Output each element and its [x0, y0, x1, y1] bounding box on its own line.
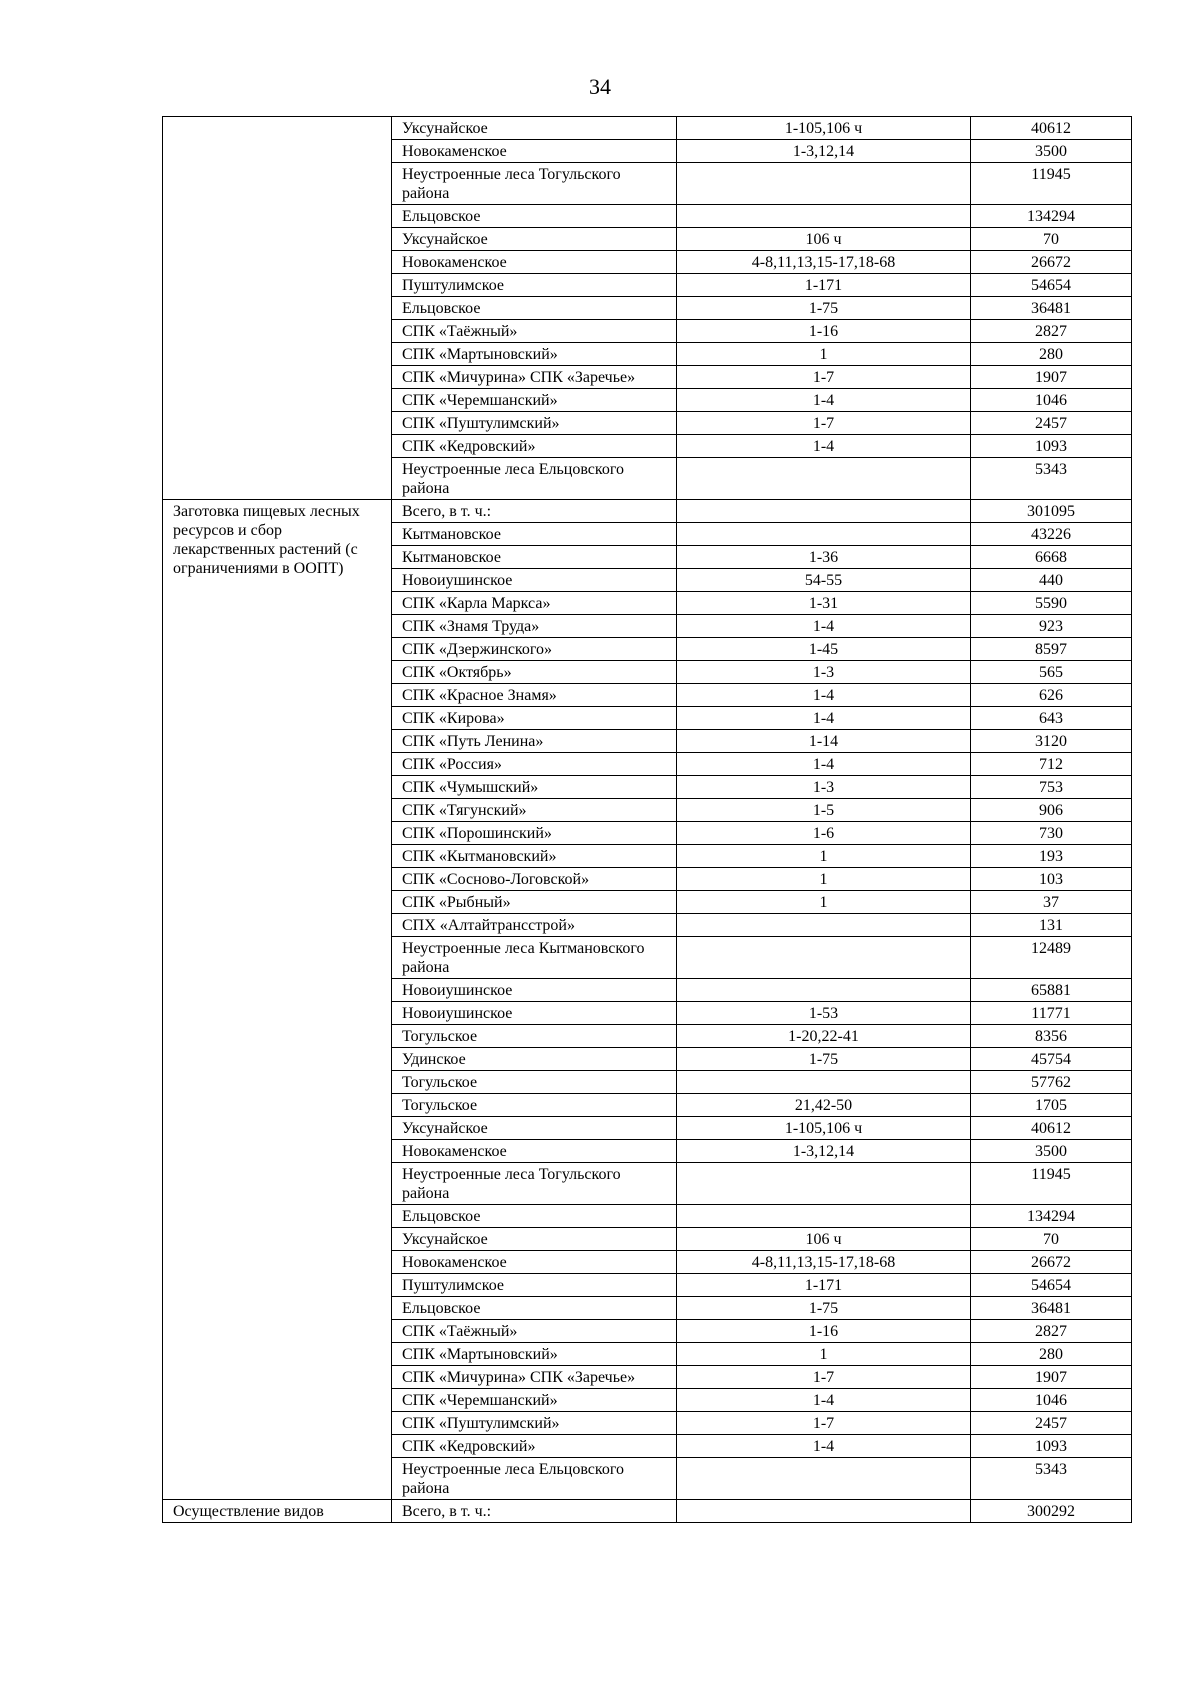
forest-name-cell: Всего, в т. ч.:: [392, 500, 677, 523]
area-cell: 565: [971, 661, 1132, 684]
quarters-cell: 1: [677, 868, 971, 891]
forest-use-table: [162, 116, 1132, 1523]
quarters-cell: 1-7: [677, 1366, 971, 1389]
area-cell: 1093: [971, 435, 1132, 458]
quarters-cell: [677, 458, 971, 500]
forest-name-cell: Удинское: [392, 1048, 677, 1071]
area-cell: 626: [971, 684, 1132, 707]
area-cell: 5343: [971, 1458, 1132, 1500]
area-cell: 1046: [971, 389, 1132, 412]
forest-name-cell: СПК «Таёжный»: [392, 1320, 677, 1343]
forest-name-cell: Новокаменское: [392, 1251, 677, 1274]
quarters-cell: 1: [677, 845, 971, 868]
quarters-cell: 1-3,12,14: [677, 140, 971, 163]
quarters-cell: 21,42-50: [677, 1094, 971, 1117]
quarters-cell: 1-7: [677, 412, 971, 435]
quarters-cell: 1-171: [677, 274, 971, 297]
quarters-cell: 1-14: [677, 730, 971, 753]
area-cell: 3120: [971, 730, 1132, 753]
forest-name-cell: Неустроенные леса Тогульского района: [392, 163, 677, 205]
forest-name-cell: СПК «Тягунский»: [392, 799, 677, 822]
area-cell: 301095: [971, 500, 1132, 523]
forest-name-cell: Пуштулимское: [392, 274, 677, 297]
area-cell: 1907: [971, 366, 1132, 389]
quarters-cell: 1-4: [677, 1435, 971, 1458]
area-cell: 45754: [971, 1048, 1132, 1071]
area-cell: 5343: [971, 458, 1132, 500]
forest-name-cell: СПК «Черемшанский»: [392, 389, 677, 412]
quarters-cell: [677, 205, 971, 228]
forest-name-cell: Ельцовское: [392, 205, 677, 228]
area-cell: 54654: [971, 1274, 1132, 1297]
area-cell: 26672: [971, 1251, 1132, 1274]
activity-cell: Осуществление видов: [163, 1500, 392, 1523]
forest-name-cell: Новокаменское: [392, 251, 677, 274]
area-cell: 26672: [971, 251, 1132, 274]
area-cell: 280: [971, 343, 1132, 366]
forest-name-cell: Уксунайское: [392, 1228, 677, 1251]
quarters-cell: 1-171: [677, 1274, 971, 1297]
forest-name-cell: СПК «Россия»: [392, 753, 677, 776]
forest-name-cell: СПХ «Алтайтрансстрой»: [392, 914, 677, 937]
quarters-cell: 1-4: [677, 435, 971, 458]
area-cell: 8597: [971, 638, 1132, 661]
quarters-cell: 106 ч: [677, 1228, 971, 1251]
quarters-cell: 106 ч: [677, 228, 971, 251]
quarters-cell: [677, 1071, 971, 1094]
quarters-cell: 1-3: [677, 661, 971, 684]
area-cell: 131: [971, 914, 1132, 937]
forest-name-cell: Новоиушинское: [392, 979, 677, 1002]
quarters-cell: 1-4: [677, 615, 971, 638]
quarters-cell: [677, 937, 971, 979]
area-cell: 300292: [971, 1500, 1132, 1523]
quarters-cell: [677, 500, 971, 523]
area-cell: 440: [971, 569, 1132, 592]
forest-name-cell: Тогульское: [392, 1071, 677, 1094]
forest-name-cell: СПК «Таёжный»: [392, 320, 677, 343]
area-cell: 134294: [971, 205, 1132, 228]
table-row: [163, 1500, 1132, 1523]
area-cell: 712: [971, 753, 1132, 776]
area-cell: 2827: [971, 1320, 1132, 1343]
quarters-cell: 1-4: [677, 707, 971, 730]
quarters-cell: 1-7: [677, 366, 971, 389]
quarters-cell: 1-3,12,14: [677, 1140, 971, 1163]
quarters-cell: 1-5: [677, 799, 971, 822]
area-cell: 57762: [971, 1071, 1132, 1094]
forest-name-cell: Пуштулимское: [392, 1274, 677, 1297]
quarters-cell: 1-75: [677, 297, 971, 320]
area-cell: 3500: [971, 140, 1132, 163]
quarters-cell: 1-105,106 ч: [677, 117, 971, 140]
quarters-cell: [677, 163, 971, 205]
forest-name-cell: Неустроенные леса Ельцовского района: [392, 458, 677, 500]
forest-name-cell: СПК «Пуштулимский»: [392, 1412, 677, 1435]
area-cell: 1705: [971, 1094, 1132, 1117]
quarters-cell: [677, 1205, 971, 1228]
quarters-cell: 1-6: [677, 822, 971, 845]
forest-name-cell: Уксунайское: [392, 1117, 677, 1140]
quarters-cell: 1-4: [677, 753, 971, 776]
area-cell: 37: [971, 891, 1132, 914]
forest-name-cell: СПК «Кытмановский»: [392, 845, 677, 868]
quarters-cell: 1-7: [677, 1412, 971, 1435]
quarters-cell: 1-75: [677, 1048, 971, 1071]
forest-name-cell: СПК «Красное Знамя»: [392, 684, 677, 707]
forest-name-cell: Неустроенные леса Тогульского района: [392, 1163, 677, 1205]
forest-name-cell: Тогульское: [392, 1094, 677, 1117]
forest-name-cell: Ельцовское: [392, 1205, 677, 1228]
area-cell: 2827: [971, 320, 1132, 343]
area-cell: 5590: [971, 592, 1132, 615]
forest-name-cell: СПК «Черемшанский»: [392, 1389, 677, 1412]
forest-name-cell: СПК «Дзержинского»: [392, 638, 677, 661]
area-cell: 103: [971, 868, 1132, 891]
forest-name-cell: СПК «Знамя Труда»: [392, 615, 677, 638]
forest-name-cell: Новоиушинское: [392, 569, 677, 592]
forest-name-cell: Неустроенные леса Ельцовского района: [392, 1458, 677, 1500]
forest-name-cell: СПК «Путь Ленина»: [392, 730, 677, 753]
forest-name-cell: Ельцовское: [392, 1297, 677, 1320]
forest-name-cell: Кытмановское: [392, 546, 677, 569]
forest-name-cell: Новоиушинское: [392, 1002, 677, 1025]
forest-name-cell: Новокаменское: [392, 1140, 677, 1163]
forest-name-cell: СПК «Чумышский»: [392, 776, 677, 799]
quarters-cell: [677, 1163, 971, 1205]
area-cell: 36481: [971, 1297, 1132, 1320]
area-cell: 3500: [971, 1140, 1132, 1163]
quarters-cell: 1-3: [677, 776, 971, 799]
forest-name-cell: СПК «Кедровский»: [392, 435, 677, 458]
quarters-cell: [677, 914, 971, 937]
area-cell: 1046: [971, 1389, 1132, 1412]
forest-name-cell: СПК «Сосново-Логовской»: [392, 868, 677, 891]
area-cell: 2457: [971, 412, 1132, 435]
forest-name-cell: СПК «Мичурина» СПК «Заречье»: [392, 1366, 677, 1389]
area-cell: 280: [971, 1343, 1132, 1366]
quarters-cell: 1: [677, 343, 971, 366]
forest-name-cell: СПК «Карла Маркса»: [392, 592, 677, 615]
quarters-cell: [677, 523, 971, 546]
table-row: [163, 500, 1132, 523]
area-cell: 134294: [971, 1205, 1132, 1228]
quarters-cell: 1-20,22-41: [677, 1025, 971, 1048]
area-cell: 40612: [971, 1117, 1132, 1140]
area-cell: 40612: [971, 117, 1132, 140]
forest-name-cell: Уксунайское: [392, 228, 677, 251]
forest-name-cell: Ельцовское: [392, 297, 677, 320]
quarters-cell: [677, 979, 971, 1002]
quarters-cell: 1-4: [677, 389, 971, 412]
area-cell: 753: [971, 776, 1132, 799]
quarters-cell: 1-16: [677, 320, 971, 343]
forest-name-cell: Всего, в т. ч.:: [392, 1500, 677, 1523]
quarters-cell: 1-36: [677, 546, 971, 569]
table-row: [163, 117, 1132, 140]
quarters-cell: 1-16: [677, 1320, 971, 1343]
quarters-cell: 1: [677, 1343, 971, 1366]
quarters-cell: 1-31: [677, 592, 971, 615]
quarters-cell: 54-55: [677, 569, 971, 592]
page-number: 34: [589, 74, 611, 99]
area-cell: 11945: [971, 163, 1132, 205]
forest-name-cell: СПК «Мичурина» СПК «Заречье»: [392, 366, 677, 389]
quarters-cell: [677, 1500, 971, 1523]
quarters-cell: 1-45: [677, 638, 971, 661]
forest-name-cell: СПК «Пуштулимский»: [392, 412, 677, 435]
forest-name-cell: СПК «Октябрь»: [392, 661, 677, 684]
activity-cell: [163, 117, 392, 500]
forest-name-cell: Новокаменское: [392, 140, 677, 163]
forest-name-cell: СПК «Мартыновский»: [392, 1343, 677, 1366]
forest-name-cell: СПК «Порошинский»: [392, 822, 677, 845]
area-cell: 2457: [971, 1412, 1132, 1435]
area-cell: 70: [971, 1228, 1132, 1251]
area-cell: 8356: [971, 1025, 1132, 1048]
quarters-cell: 4-8,11,13,15-17,18-68: [677, 1251, 971, 1274]
area-cell: 1093: [971, 1435, 1132, 1458]
forest-name-cell: СПК «Мартыновский»: [392, 343, 677, 366]
area-cell: 1907: [971, 1366, 1132, 1389]
quarters-cell: 1-4: [677, 1389, 971, 1412]
forest-name-cell: СПК «Кирова»: [392, 707, 677, 730]
area-cell: 36481: [971, 297, 1132, 320]
forest-name-cell: Кытмановское: [392, 523, 677, 546]
quarters-cell: 4-8,11,13,15-17,18-68: [677, 251, 971, 274]
forest-name-cell: Уксунайское: [392, 117, 677, 140]
quarters-cell: 1-4: [677, 684, 971, 707]
quarters-cell: 1: [677, 891, 971, 914]
forest-name-cell: Тогульское: [392, 1025, 677, 1048]
area-cell: 70: [971, 228, 1132, 251]
area-cell: 12489: [971, 937, 1132, 979]
area-cell: 11945: [971, 1163, 1132, 1205]
forest-name-cell: Неустроенные леса Кытмановского района: [392, 937, 677, 979]
forest-name-cell: СПК «Кедровский»: [392, 1435, 677, 1458]
forest-name-cell: СПК «Рыбный»: [392, 891, 677, 914]
area-cell: 54654: [971, 274, 1132, 297]
area-cell: 906: [971, 799, 1132, 822]
area-cell: 65881: [971, 979, 1132, 1002]
activity-cell: Заготовка пищевых лесных ресурсов и сбор лекарственных растений (с ограничениями в ООПТ): [163, 500, 392, 1500]
area-cell: 193: [971, 845, 1132, 868]
quarters-cell: 1-105,106 ч: [677, 1117, 971, 1140]
area-cell: 730: [971, 822, 1132, 845]
area-cell: 6668: [971, 546, 1132, 569]
area-cell: 643: [971, 707, 1132, 730]
quarters-cell: 1-75: [677, 1297, 971, 1320]
area-cell: 43226: [971, 523, 1132, 546]
quarters-cell: 1-53: [677, 1002, 971, 1025]
area-cell: 923: [971, 615, 1132, 638]
area-cell: 11771: [971, 1002, 1132, 1025]
quarters-cell: [677, 1458, 971, 1500]
